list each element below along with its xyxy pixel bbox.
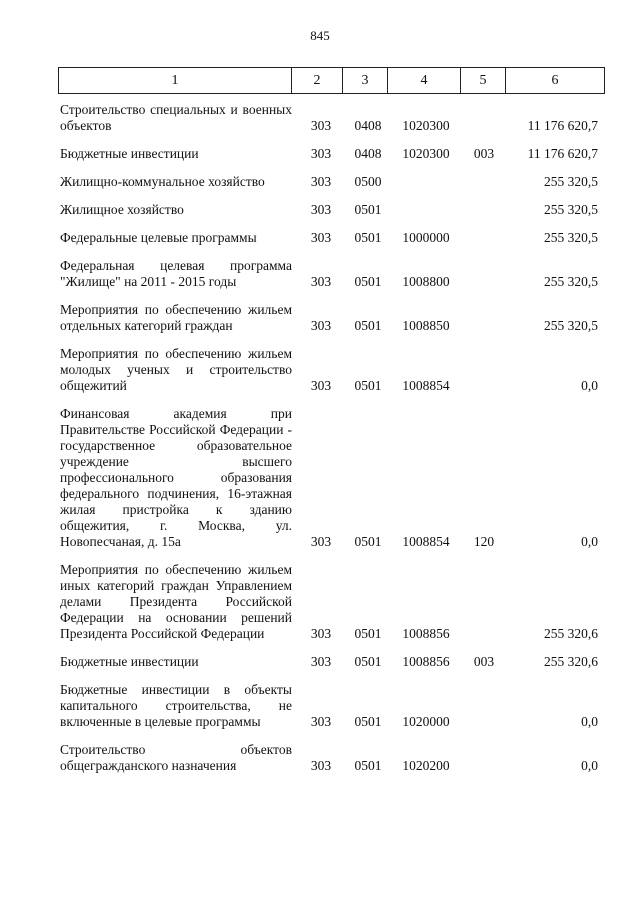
- row-amount: 0,0: [581, 714, 598, 729]
- column-header-row: [59, 68, 605, 94]
- row-code-2: 303: [310, 654, 332, 669]
- row-code-4: 1008800: [402, 274, 450, 289]
- row-name: Жилищно-коммунальное хозяйство: [60, 174, 265, 189]
- table-row: [58, 406, 598, 550]
- row-name: Федеральная целевая программа "Жилище" на 2011 - 2015 годы: [60, 258, 292, 289]
- row-code-2: 303: [310, 118, 332, 133]
- row-amount: 0,0: [581, 758, 598, 773]
- row-name: Мероприятия по обеспечению жильем молодых ученых и строительство общежитий: [60, 346, 292, 393]
- row-amount: 255 320,5: [544, 318, 598, 333]
- row-code-4: 1000000: [402, 230, 450, 245]
- row-code-3: 0408: [354, 118, 382, 133]
- row-code-3: 0501: [354, 534, 382, 549]
- row-code-4: 1008850: [402, 318, 450, 333]
- row-name: Бюджетные инвестиции: [60, 654, 199, 669]
- row-name: Федеральные целевые программы: [60, 230, 257, 245]
- column-header-table: [58, 67, 605, 94]
- table-row: [58, 202, 598, 218]
- table-row: [58, 742, 598, 774]
- row-amount: 255 320,5: [544, 174, 598, 189]
- row-code-2: 303: [310, 174, 332, 189]
- row-code-3: 0408: [354, 146, 382, 161]
- table-row: [58, 346, 598, 394]
- row-code-5: 003: [473, 146, 495, 161]
- row-code-2: 303: [310, 714, 332, 729]
- row-name: Строительство объектов общегражданского назначения: [60, 742, 292, 773]
- row-code-4: 1008856: [402, 654, 450, 669]
- row-code-4: 1008856: [402, 626, 450, 641]
- column-header-6: 6: [506, 68, 605, 94]
- row-code-3: 0501: [354, 714, 382, 729]
- table-row: [58, 102, 598, 134]
- column-header-1: 1: [59, 68, 292, 94]
- column-header-4: 4: [388, 68, 461, 94]
- row-code-3: 0501: [354, 626, 382, 641]
- row-code-3: 0501: [354, 274, 382, 289]
- row-code-3: 0501: [354, 230, 382, 245]
- row-code-4: 1008854: [402, 534, 450, 549]
- row-code-2: 303: [310, 378, 332, 393]
- table-row: [58, 682, 598, 730]
- table-row: [58, 146, 598, 162]
- budget-table-body: [58, 102, 598, 786]
- table-row: [58, 302, 598, 334]
- row-code-4: 1008854: [402, 378, 450, 393]
- row-code-2: 303: [310, 318, 332, 333]
- row-code-5: 003: [473, 654, 495, 669]
- row-code-3: 0501: [354, 318, 382, 333]
- row-amount: 11 176 620,7: [527, 118, 598, 133]
- row-code-5: 120: [473, 534, 495, 549]
- table-row: [58, 654, 598, 670]
- row-code-3: 0500: [354, 174, 382, 189]
- column-header-5: 5: [461, 68, 506, 94]
- row-code-2: 303: [310, 230, 332, 245]
- row-code-4: 1020300: [402, 146, 450, 161]
- column-header-3: 3: [343, 68, 388, 94]
- row-code-3: 0501: [354, 654, 382, 669]
- row-name: Жилищное хозяйство: [60, 202, 184, 217]
- table-row: [58, 562, 598, 642]
- row-name: Финансовая академия при Правительстве Российской Федерации - государственное образовательное учреждение высшего профессионального образования федерального подчинения, 16-этажная жилая пристройка к зданию общежития, г. Москва, ул. Новопесчаная, д. 15а: [60, 406, 292, 549]
- row-code-3: 0501: [354, 202, 382, 217]
- row-code-2: 303: [310, 758, 332, 773]
- row-name: Мероприятия по обеспечению жильем отдельных категорий граждан: [60, 302, 292, 333]
- row-code-2: 303: [310, 274, 332, 289]
- row-amount: 255 320,5: [544, 202, 598, 217]
- row-name: Мероприятия по обеспечению жильем иных категорий граждан Управлением делами Президента Российской Федерации на основании решений Президента Российской Федерации: [60, 562, 292, 641]
- row-code-2: 303: [310, 202, 332, 217]
- row-code-2: 303: [310, 534, 332, 549]
- column-header-2: 2: [292, 68, 343, 94]
- row-code-4: 1020000: [402, 714, 450, 729]
- row-amount: 255 320,5: [544, 230, 598, 245]
- row-amount: 255 320,5: [544, 274, 598, 289]
- row-code-4: 1020200: [402, 758, 450, 773]
- row-code-4: 1020300: [402, 118, 450, 133]
- row-amount: 255 320,6: [544, 654, 598, 669]
- row-name: Строительство специальных и военных объектов: [60, 102, 292, 133]
- row-code-3: 0501: [354, 758, 382, 773]
- page-number: 845: [310, 28, 330, 43]
- table-row: [58, 174, 598, 190]
- row-amount: 0,0: [581, 378, 598, 393]
- row-amount: 11 176 620,7: [527, 146, 598, 161]
- row-code-2: 303: [310, 626, 332, 641]
- table-row: [58, 230, 598, 246]
- row-code-3: 0501: [354, 378, 382, 393]
- row-code-2: 303: [310, 146, 332, 161]
- row-name: Бюджетные инвестиции: [60, 146, 199, 161]
- row-name: Бюджетные инвестиции в объекты капитального строительства, не включенные в целевые программы: [60, 682, 292, 729]
- row-amount: 0,0: [581, 534, 598, 549]
- row-amount: 255 320,6: [544, 626, 598, 641]
- table-row: [58, 258, 598, 290]
